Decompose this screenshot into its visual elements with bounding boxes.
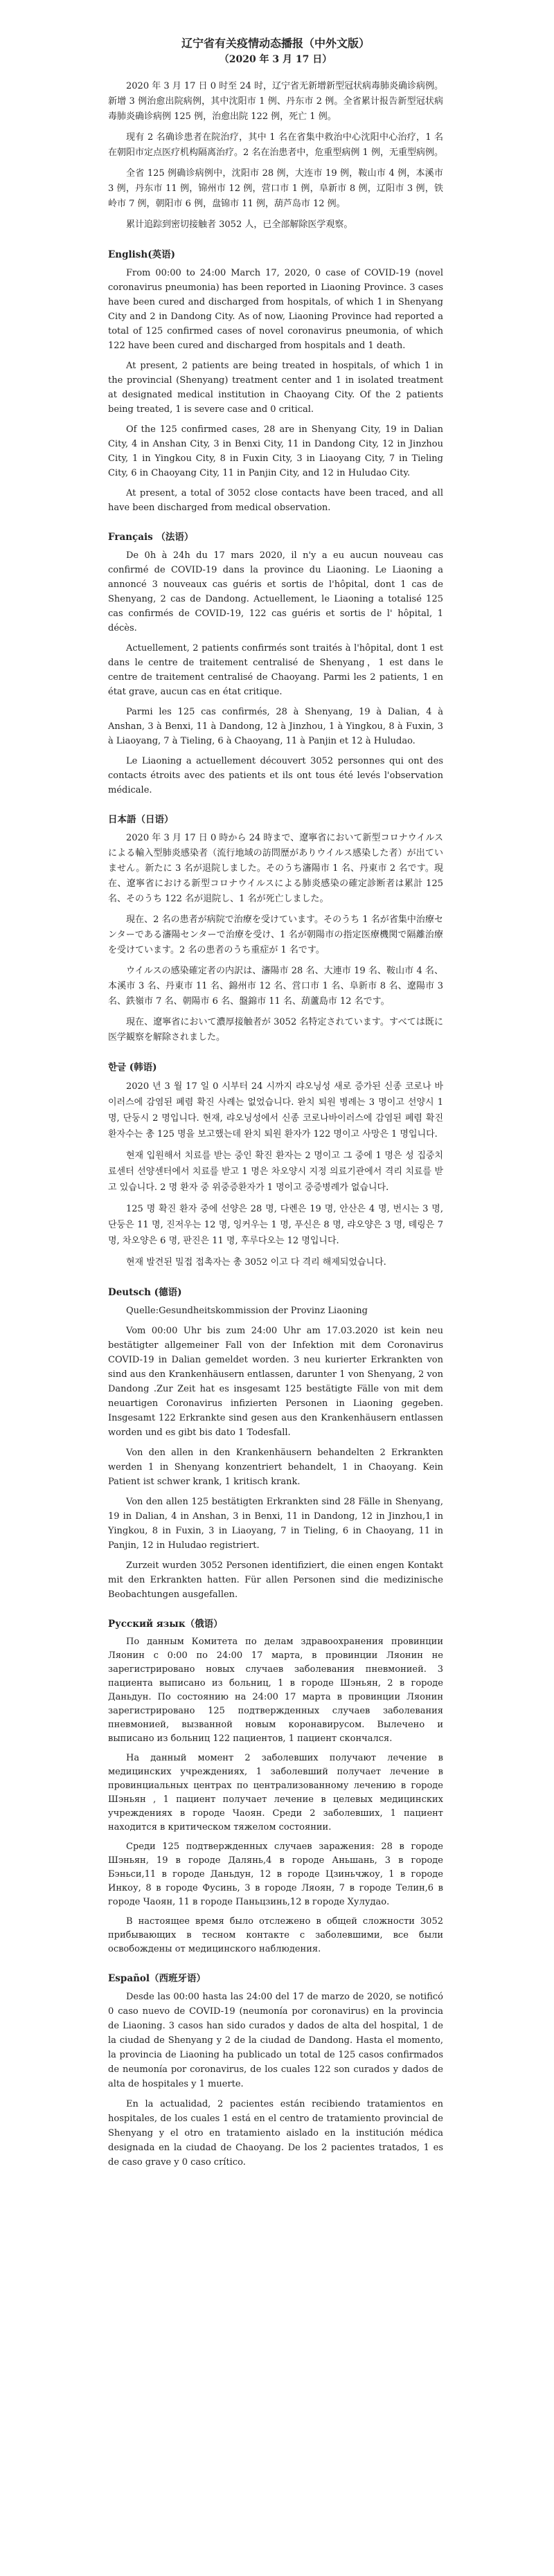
english-paragraph: At present, 2 patients are being treated in hospitals, of which 1 in the provincial (Shenyang) treatment center and 1 in isolated treatment at designated medical institution in Chaoyang City. Of the 2 patients being treated, 1 is severe case and 0 critical. bbox=[108, 361, 443, 415]
french-paragraph: Parmi les 125 cas confirmés, 28 à Shenyang, 19 à Dalian, 4 à Anshan, 3 à Benxi, 11 à Dandong, 12 à Jinzhou, 1 à Yingkou, 8 à Fuxin, 3 à Liaoyang, 7 à Tieling, 6 à Chaoyang, 11 à Panjin et 12 à Huludao. bbox=[108, 707, 443, 746]
section-heading-korean: 한글 (韩语) bbox=[108, 1062, 157, 1073]
korean-paragraph: 125 명 확진 환자 중에 선양은 28 명, 다롄은 19 명, 안산은 4 명, 번시는 3 명, 단둥은 11 명, 진저우는 12 명, 잉커우는 1 명, 푸신은 8 명, 랴오양은 3 명, 톄링은 7 명, 차오양은 6 명, 판진은 11 명, 후루다오는 12 명입니다. bbox=[108, 1204, 443, 1246]
russian-section bbox=[108, 1617, 443, 1956]
section-heading-english: English(英语) bbox=[108, 249, 175, 260]
russian-paragraph: Среди 125 подтвержденных случаев заражения: 28 в городе Шэньян, 19 в городе Далянь,4 в городе Аньшань, 3 в городе Бэньси,11 в городе Даньдун, 12 в городе Цзиньчжоу, 1 в городе Инкоу, 8 в городе Фусинь, 3 в городе Ляоян, 7 в городе Телин,6 в городе Чаоян, 11 в городе Паньцзинь,12 в городе Хулудао. bbox=[108, 1841, 443, 1907]
german-paragraph: Zurzeit wurden 3052 Personen identifiziert, die einen engen Kontakt mit den Erkrankten hatten. Für allen Personen sind die medizinische Beobachtungen ausgefallen. bbox=[108, 1560, 443, 1600]
french-paragraph: De 0h à 24h du 17 mars 2020, il n'y a eu aucun nouveau cas confirmé de COVID-19 dans la province du Liaoning. Le Liaoning a annoncé 3 nouveaux cas guéris et sortis de l'hôpital, dont 1 cas de Shenyang, 2 cas de Dandong. Actuellement, le Liaoning a totalisé 125 cas confirmés de COVID-19, 122 cas guéris et sortis de l' hôpital, 1 décès. bbox=[108, 550, 443, 633]
chinese-paragraph: 全省 125 例确诊病例中，沈阳市 28 例，大连市 19 例，鞍山市 4 例，本溪市 3 例，丹东市 11 例，锦州市 12 例，营口市 1 例，阜新市 8 例，辽阳市 3 例，铁岭市 7 例，朝阳市 6 例，盘锦市 11 例，葫芦岛市 12 例。 bbox=[108, 168, 443, 209]
spanish-paragraph: En la actualidad, 2 pacientes están recibiendo tratamientos en hospitales, de los cuales 1 está en el centro de tratamiento provincial de Shenyang y el otro en tratamiento aislado en la institución médica designada en la ciudad de Chaoyang. De los 2 pacientes tratados, 1 es de caso grave y 0 caso crítico. bbox=[108, 2099, 443, 2168]
section-heading-russian: Русский язык（俄语） bbox=[108, 1619, 223, 1630]
document-title: 辽宁省有关疫情动态播报（中外文版） bbox=[181, 37, 370, 50]
section-heading-french: Français （法语） bbox=[108, 532, 194, 543]
english-paragraph: From 00:00 to 24:00 March 17, 2020, 0 case of COVID-19 (novel coronavirus pneumonia) has been reported in Liaoning Province. 3 cases have been cured and discharged from hospitals, of which 1 in Shenyang City and 2 in Dandong City. As of now, Liaoning Province had reported a total of 125 confirmed cases of novel coronavirus pneumonia, of which 122 have been cured and discharged from hospitals and 1 death. bbox=[108, 268, 443, 351]
section-heading-german: Deutsch (德语) bbox=[108, 1287, 182, 1298]
german-paragraph: Quelle:Gesundheitskommission der Provinz Liaoning bbox=[126, 1306, 368, 1316]
french-paragraph: Le Liaoning a actuellement découvert 3052 personnes qui ont des contacts étroits avec des patients et ils ont tous été levés l'observation médicale. bbox=[108, 756, 443, 795]
french-paragraph: Actuellement, 2 patients confirmés sont traités à l'hôpital, dont 1 est dans le centre de traitement centralisé de Shenyang，1 est dans le centre de traitement centralisé de Chaoyang. Parmi les 2 patients, 1 en état grave, aucun cas en état critique. bbox=[108, 643, 443, 697]
japanese-paragraph: ウイルスの感染確定者の内訳は、瀋陽市 28 名、大連市 19 名、鞍山市 4 名、本溪市 3 名、丹東市 11 名、錦州市 12 名、営口市 1 名、阜新市 8 名、遼陽市 3 名、鉄嶺市 7 名、朝陽市 6 名、盤錦市 11 名、葫蘆島市 12 名です。 bbox=[108, 966, 443, 1007]
german-paragraph: Vom 00:00 Uhr bis zum 24:00 Uhr am 17.03.2020 ist kein neu bestätigter allgemeiner Fall von der Infektion mit dem Coronavirus COVID-19 in Dalian gemeldet worden. 3 neu kurierter Erkrankten von sind aus den Krankenhäusern entlassen, darunter 1 von Shenyang, 2 von Dandong .Zur Zeit hat es insgesamt 125 bestätigte Fälle von mit dem neuartigen Coronavirus infizierten Personen in Liaoning gegeben. Insgesamt 122 Erkrankte sind gesen aus den Krankenhäusern entlassen worden und es gibt bis dato 1 Todesfall. bbox=[108, 1326, 443, 1438]
french-section bbox=[108, 530, 443, 798]
german-paragraph: Von den allen in den Krankenhäusern behandelten 2 Erkrankten werden 1 in Shenyang konzentriert behandelt, 1 in Chaoyang. Kein Patient ist schwer krank, 1 kritisch krank. bbox=[108, 1448, 443, 1487]
chinese-paragraph: 2020 年 3 月 17 日 0 时至 24 时，辽宁省无新增新型冠状病毒肺炎确诊病例。新增 3 例治愈出院病例，其中沈阳市 1 例、丹东市 2 例。全省累计报告新型冠状病毒肺炎确诊病例 125 例，治愈出院 122 例，死亡 1 例。 bbox=[108, 81, 443, 122]
chinese-section bbox=[108, 79, 443, 233]
russian-paragraph: На данный момент 2 заболевших получают лечение в медицинских учреждениях, 1 заболевший получает лечение в провинциальных центрах по централизованному лечению в городе Шэньян , 1 пациент получает лечение в целевых медицинских учреждениях в городе Чаоян. Среди 2 заболевших, 1 пациент находится в критическом тяжелом состоянии. bbox=[108, 1753, 443, 1832]
japanese-section bbox=[108, 813, 443, 1045]
korean-paragraph: 현재 입원해서 치료를 받는 중인 확진 환자는 2 명이고 그 중에 1 명은 성 집중치료센터 선양센터에서 치료를 받고 1 명은 차오양시 지정 의료기관에서 격리 치료를 받고 있습니다. 2 명 환자 중 위중증환자가 1 명이고 중증병례가 없습니다. bbox=[108, 1151, 443, 1193]
chinese-paragraph: 累计追踪到密切接触者 3052 人，已全部解除医学观察。 bbox=[126, 219, 353, 230]
korean-paragraph: 2020 년 3 월 17 일 0 시부터 24 시까지 랴오닝성 새로 증가된 신종 코로나 바이러스에 감염된 폐렴 확진 사례는 없었습니다. 완치 퇴원 병례는 3 명이고 선양시 1 명, 단둥시 2 명입니다. 현재, 랴오닝성에서 신종 코로나바이러스에 감염된 폐렴 확진 환자수는 총 125 명을 보고했는데 완치 퇴원 환자가 122 명이고 사망은 1 명입니다. bbox=[108, 1081, 443, 1140]
german-section bbox=[108, 1286, 443, 1602]
chinese-paragraph: 现有 2 名确诊患者在院治疗，其中 1 名在省集中救治中心沈阳中心治疗，1 名在朝阳市定点医疗机构隔离治疗。2 名在治患者中，危重型病例 1 例，无重型病例。 bbox=[108, 132, 443, 158]
russian-paragraph: В настоящее время было отслежено в общей сложности 3052 прибывающих в тесном контакте с заболевшими, все были освобождены от медицинского наблюдения. bbox=[108, 1916, 443, 1954]
korean-section bbox=[108, 1061, 443, 1270]
spanish-section bbox=[108, 1972, 443, 2170]
english-section bbox=[108, 248, 443, 515]
japanese-paragraph: 現在、2 名の患者が病院で治療を受けています。そのうち 1 名が省集中治療センターである瀋陽センターで治療を受け、1 名が朝陽市の指定医療機関で隔離治療を受けています。2 名の患者のうち重症が 1 名です。 bbox=[108, 915, 443, 955]
english-paragraph: At present, a total of 3052 close contacts have been traced, and all have been discharged from medical observation. bbox=[108, 488, 443, 513]
english-paragraph: Of the 125 confirmed cases, 28 are in Shenyang City, 19 in Dalian City, 4 in Anshan City, 3 in Benxi City, 11 in Dandong City, 12 in Jinzhou City, 1 in Yingkou City, 8 in Fuxin City, 3 in Liaoyang City, 7 in Tieling City, 6 in Chaoyang City, 11 in Panjin City, and 12 in Huludao City. bbox=[108, 424, 443, 478]
section-heading-japanese: 日本語（日语） bbox=[108, 814, 174, 825]
spanish-paragraph: Desde las 00:00 hasta las 24:00 del 17 de marzo de 2020, se notificó 0 caso nuevo de COVID-19 (neumonía por coronavirus) en la provincia de Liaoning. 3 casos han sido curados y dados de alta del hospital, 1 de la ciudad de Shenyang y 2 de la ciudad de Dandong. Hasta el momento, la provincia de Liaoning ha publicado un total de 125 casos confirmados de neumonía por coronavirus, de los cuales 122 son curados y dados de alta de hospitales y 1 muerte. bbox=[108, 1992, 443, 2089]
japanese-paragraph: 2020 年 3 月 17 日 0 時から 24 時まで、遼寧省において新型コロナウイルスによる輸入型肺炎感染者（流行地域の訪問歴がありウイルス感染した者）が出ていません。新たに 3 名が退院しました。そのうち瀋陽市 1 名、丹東市 2 名です。現在、遼寧省における新型コロナウイルスによる肺炎感染の確定診断者は累計 125 名、そのうち 122 名が退院し、1 名が死亡しました。 bbox=[108, 833, 443, 904]
korean-paragraph: 현재 발견된 밀접 접촉자는 총 3052 이고 다 격리 해제되었습니다. bbox=[126, 1257, 386, 1268]
document-date: （2020 年 3 月 17 日） bbox=[219, 54, 332, 65]
section-heading-spanish: Español（西班牙语） bbox=[108, 1973, 206, 1984]
japanese-paragraph: 現在、遼寧省において濃厚接触者が 3052 名特定されています。すべては既に医学観察を解除されました。 bbox=[108, 1017, 443, 1043]
german-paragraph: Von den allen 125 bestätigten Erkrankten sind 28 Fälle in Shenyang, 19 in Dalian, 4 in Anshan, 3 in Benxi, 11 in Dandong, 12 in Jinzhou,1 in Yingkou, 8 in Fuxin, 3 in Liaoyang, 7 in Tieling, 6 in Chaoyang, 11 in Panjin, 12 in Huludao registriert. bbox=[108, 1497, 443, 1551]
russian-paragraph: По данным Комитета по делам здравоохранения провинции Ляонин с 0:00 по 24:00 17 марта, в провинции Ляонин не зарегистрировано новых случаев заболевания пневмонией. 3 пациента выписано из больниц, 1 в городе Шэньян, 2 в городе Даньдун. По состоянию на 24:00 17 марта в провинции Ляонин зарегистрировано 125 подтвержденных случаев заболевания пневмонией, вызванной новым коронавирусом. Вылечено и выписано из больниц 122 пациентов, 1 пациент скончался. bbox=[108, 1637, 443, 1744]
